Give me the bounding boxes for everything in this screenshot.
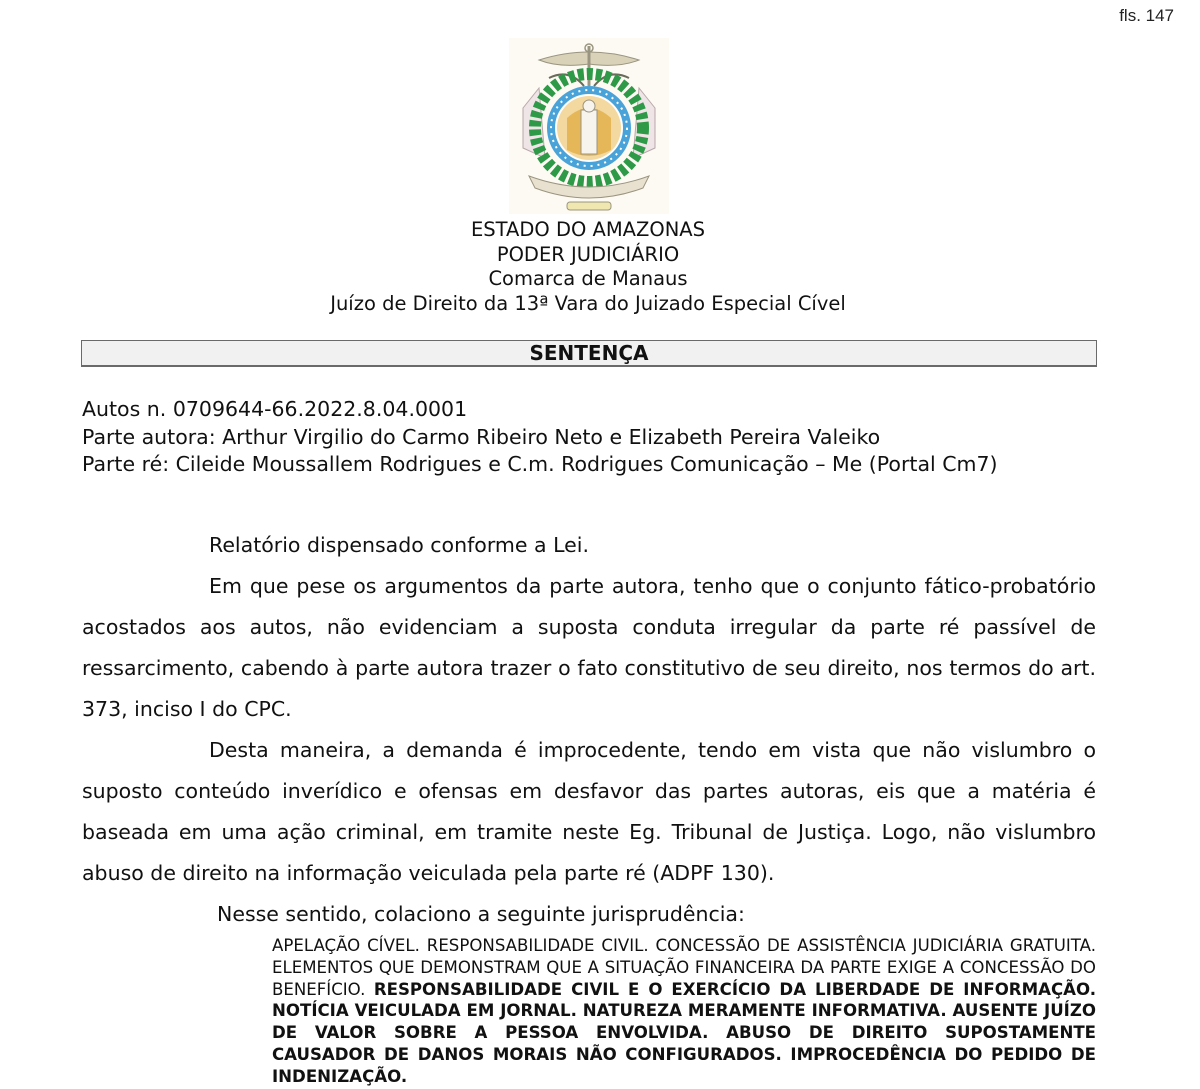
paragraph-arguments: Em que pese os argumentos da parte autora, tenho que o conjunto fático-probatório acostados aos autos, não evidenciam a suposta conduta irregular da parte ré passível de ressarcimento, cabendo à parte autora trazer o fato constitutivo de seu direito, nos termos do art. 373, inciso I do CPC. [82, 574, 1096, 721]
jurisprudence-quote [272, 935, 1096, 1088]
plaintiff: Parte autora: Arthur Virgilio do Carmo Ribeiro Neto e Elizabeth Pereira Valeiko [82, 424, 881, 449]
header-court: Juízo de Direito da 13ª Vara do Juizado Especial Cível [330, 291, 846, 315]
quote-bold-text: RESPONSABILIDADE CIVIL E O EXERCÍCIO DA LIBERDADE DE INFORMAÇÃO. NOTÍCIA VEICULADA EM JORNAL. NATUREZA MERAMENTE INFORMATIVA. AUSENTE JUÍZO DE VALOR SOBRE A PESSOA ENVOLVIDA. ABUSO DE DIREITO SUPOSTAMENTE CAUSADOR DE DANOS MORAIS NÃO CONFIGURADOS. IMPROCEDÊNCIA DO PEDIDO DE INDENIZAÇÃO. [272, 979, 1097, 1086]
coat-of-arms-icon [509, 38, 669, 214]
paragraph-report: Relatório dispensado conforme a Lei. [209, 533, 589, 557]
quote-normal-text: APELAÇÃO CÍVEL. RESPONSABILIDADE CIVIL. CONCESSÃO DE ASSISTÊNCIA JUDICIÁRIA GRATUITA. ELEMENTOS QUE DEMONSTRAM QUE A SITUAÇÃO FINANCEIRA DA PARTE EXIGE A CONCESSÃO DO BENEFÍCIO. [272, 936, 1096, 999]
header-judiciary: PODER JUDICIÁRIO [496, 242, 680, 266]
paragraph-decision: Desta maneira, a demanda é improcedente, tendo em vista que não vislumbro o suposto conteúdo inverídico e ofensas em desfavor das partes autoras, eis que a matéria é baseada em uma ação criminal, em tramite neste Eg. Tribunal de Justiça. Logo, não vislumbro abuso de direito na informação veiculada pela parte ré (ADPF 130). [82, 738, 1096, 885]
court-header [0, 218, 1176, 316]
header-state: ESTADO DO AMAZONAS [470, 218, 706, 241]
case-number: Autos n. 0709644-66.2022.8.04.0001 [82, 397, 468, 421]
case-info [82, 396, 998, 479]
header-district: Comarca de Manaus [488, 267, 688, 290]
sentence-body [82, 525, 1096, 894]
jurisprudence-intro: Nesse sentido, colaciono a seguinte jurisprudência: [217, 902, 745, 926]
defendant: Parte ré: Cileide Moussallem Rodrigues e C.m. Rodrigues Comunicação – Me (Portal Cm7) [82, 452, 998, 476]
document-title: SENTENÇA [81, 340, 1097, 367]
page-number: fls. 147 [1119, 6, 1174, 25]
